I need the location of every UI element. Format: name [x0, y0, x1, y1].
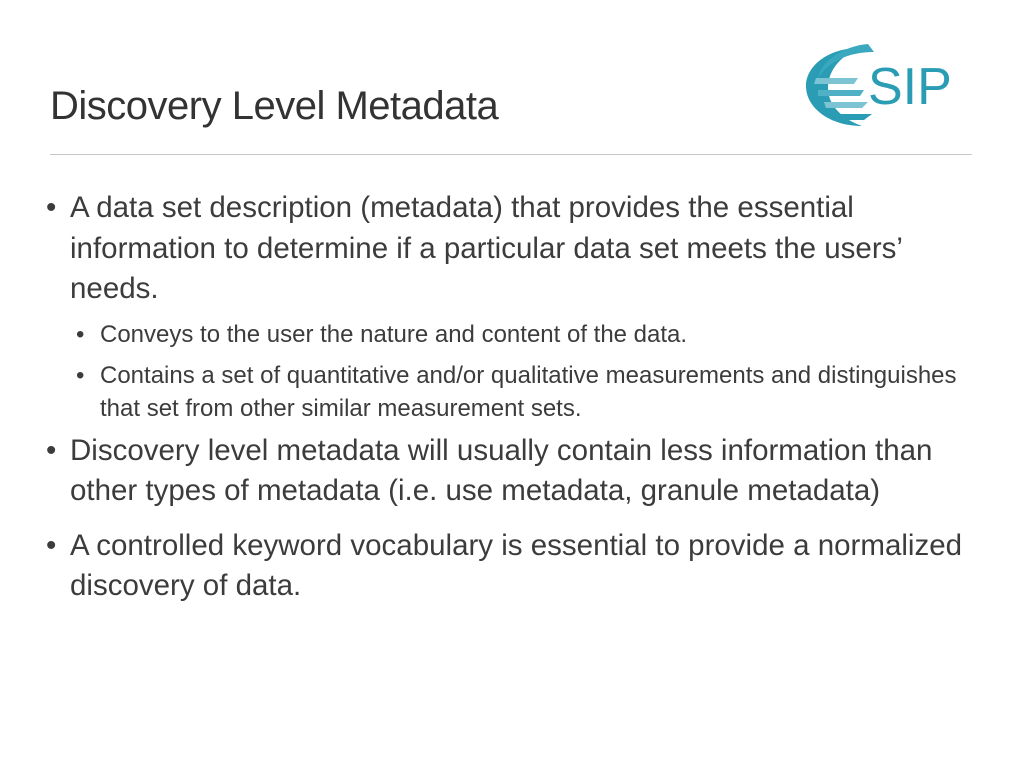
- bullet-item: [46, 431, 981, 512]
- bullet-marker: •: [76, 320, 85, 348]
- sub-bullet-text: Conveys to the user the nature and content of the data.: [100, 320, 688, 348]
- slide-title: Discovery Level Metadata: [50, 84, 499, 128]
- bullet-text: A controlled keyword vocabulary is essential to provide a normalized discovery of data.: [70, 528, 963, 602]
- bullet-text: A data set description (metadata) that provides the essential information to determine if a particular data set meets the users’ needs.: [70, 191, 902, 305]
- title-divider: [50, 154, 972, 155]
- bullet-item: [46, 188, 981, 310]
- bullet-list: [46, 188, 981, 607]
- bullet-marker: •: [46, 433, 57, 467]
- sub-bullet-text: Contains a set of quantitative and/or qualitative measurements and distinguishes that set from other similar measurement sets.: [100, 361, 957, 422]
- sub-bullet-item: [76, 318, 981, 351]
- swoosh-icon: [806, 44, 874, 126]
- bullet-text: Discovery level metadata will usually contain less information than other types of metadata (i.e. use metadata, granule metadata): [70, 433, 933, 507]
- bullet-marker: •: [76, 361, 85, 389]
- bullet-item: [46, 526, 981, 607]
- bullet-marker: •: [46, 528, 57, 562]
- esip-logo: [798, 38, 970, 134]
- sub-bullet-item: [76, 359, 981, 425]
- bullet-marker: •: [46, 191, 57, 224]
- logo-text: SIP: [868, 58, 952, 116]
